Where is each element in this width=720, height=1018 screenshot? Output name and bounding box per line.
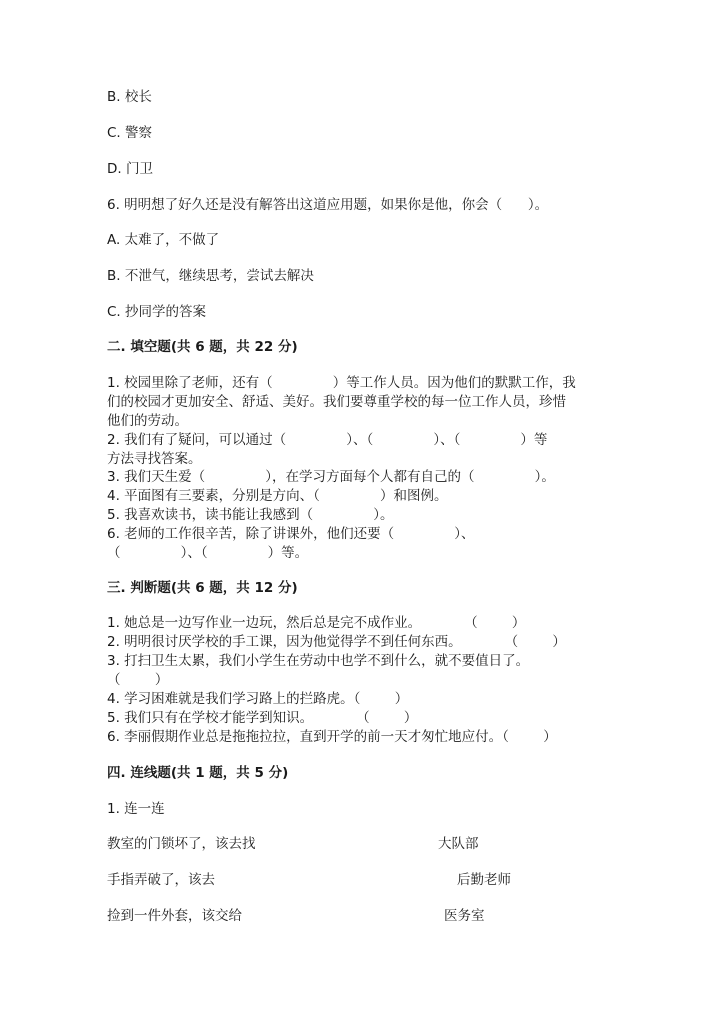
q6-option-c: C. 抄同学的答案	[107, 304, 207, 320]
section2-line: 们的校园才更加安全、舒适、美好。我们要尊重学校的每一位工作人员，珍惜	[107, 394, 566, 410]
section2-line: （ ）、（ ）等。	[107, 545, 309, 561]
section2-line: 5. 我喜欢读书，读书能让我感到（ ）。	[107, 507, 394, 523]
match-right-item: 后勤老师	[457, 872, 511, 888]
q5-option-b: B. 校长	[107, 89, 152, 105]
match-right-item: 大队部	[438, 836, 479, 852]
q6-stem: 6. 明明想了好久还是没有解答出这道应用题，如果你是他，你会（ ）。	[107, 197, 549, 213]
section2-line: 他们的劳动。	[107, 413, 188, 429]
section2-line: 6. 老师的工作很辛苦，除了讲课外，他们还要（ ）、	[107, 526, 475, 542]
section3-title: 三. 判断题(共 6 题，共 12 分)	[107, 580, 298, 596]
section3-line: 5. 我们只有在学校才能学到知识。 （ ）	[107, 710, 418, 726]
q6-option-b: B. 不泄气，继续思考，尝试去解决	[107, 268, 314, 284]
section3-line: 2. 明明很讨厌学校的手工课，因为他觉得学不到任何东西。 （ ）	[107, 634, 566, 650]
section2-title: 二. 填空题(共 6 题，共 22 分)	[107, 339, 298, 355]
q5-option-d: D. 门卫	[107, 161, 153, 177]
section4-title: 四. 连线题(共 1 题，共 5 分)	[107, 765, 289, 781]
section3-line: 4. 学习困难就是我们学习路上的拦路虎。（ ）	[107, 691, 409, 707]
section3-line: （ ）	[107, 672, 169, 688]
section3-line: 1. 她总是一边写作业一边玩，然后总是完不成作业。 （ ）	[107, 615, 526, 631]
section2-line: 3. 我们天生爱（ ），在学习方面每个人都有自己的（ ）。	[107, 469, 555, 485]
section2-line: 2. 我们有了疑问，可以通过（ ）、（ ）、（ ）等	[107, 432, 548, 448]
q6-option-a: A. 太难了，不做了	[107, 232, 220, 248]
section4-question: 1. 连一连	[107, 801, 165, 817]
match-left-item: 捡到一件外套，该交给	[107, 908, 242, 924]
section3-line: 3. 打扫卫生太累，我们小学生在劳动中也学不到什么，就不要值日了。	[107, 653, 530, 669]
match-right-item: 医务室	[444, 908, 485, 924]
section2-line: 1. 校园里除了老师，还有（ ）等工作人员。因为他们的默默工作，我	[107, 375, 576, 391]
section2-line: 方法寻找答案。	[107, 451, 202, 467]
q5-option-c: C. 警察	[107, 125, 153, 141]
match-left-item: 教室的门锁坏了，该去找	[107, 836, 256, 852]
match-left-item: 手指弄破了，该去	[107, 872, 215, 888]
section3-line: 6. 李丽假期作业总是拖拖拉拉，直到开学的前一天才匆忙地应付。（ ）	[107, 729, 557, 745]
section2-line: 4. 平面图有三要素，分别是方向、（ ）和图例。	[107, 488, 448, 504]
